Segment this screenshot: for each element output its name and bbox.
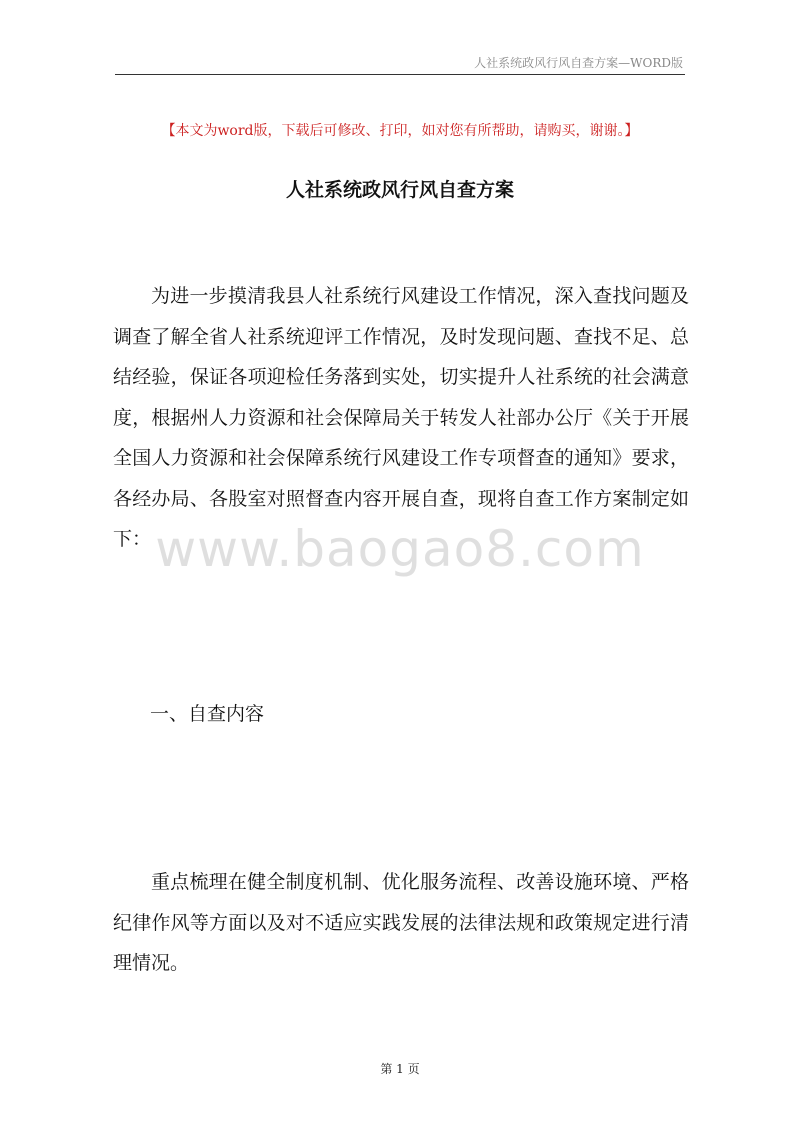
document-title: 人社系统政风行风自查方案 xyxy=(285,179,514,201)
intro-paragraph: 为进一步摸清我县人社系统行风建设工作情况，深入查找问题及调查了解全省人社系统迎评工作情况，及时发现问题、查找不足、总结经验，保证各项迎检任务落到实处，切实提升人社系统的社会满意度，根据州人力资源和社会保障局关于转发人社部办公厅《关于开展全国人力资源和社会保障系统行风建设工作专项督查的通知》要求，各经办局、各股室对照督查内容开展自查，现将自查工作方案制定如下： xyxy=(113,285,689,550)
running-header: 人社系统政风行风自查方案—WORD版 xyxy=(474,56,683,70)
header-divider xyxy=(115,74,685,75)
purchase-notice: 【本文为word版，下载后可修改、打印，如对您有所帮助，请购买，谢谢。】 xyxy=(161,123,639,139)
watermark: www.baogao8.com xyxy=(155,520,645,578)
section-paragraph: 重点梳理在健全制度机制、优化服务流程、改善设施环境、严格纪律作风等方面以及对不适应实践发展的法律法规和政策规定进行清理情况。 xyxy=(113,871,689,974)
section-heading: 一、自查内容 xyxy=(150,703,265,725)
page-number: 第 1 页 xyxy=(380,1062,420,1076)
